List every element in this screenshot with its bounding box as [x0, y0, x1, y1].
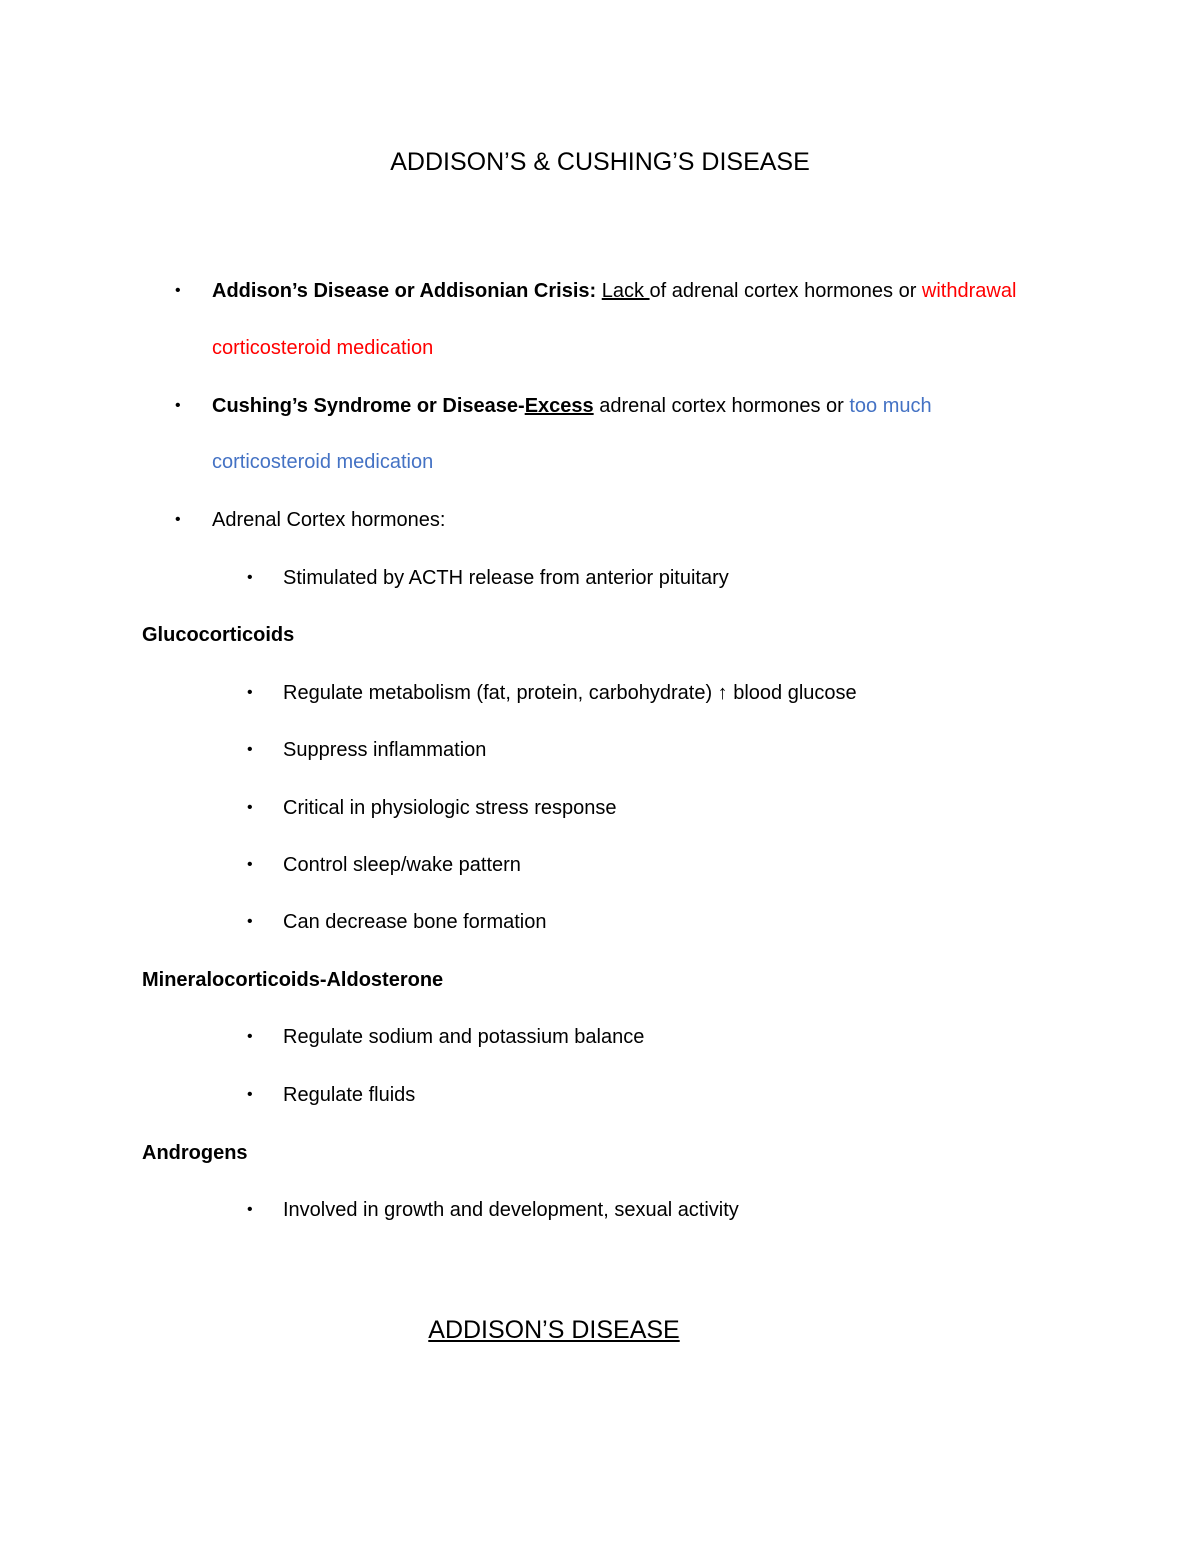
bullet-icon: • — [175, 511, 181, 528]
bullet-icon: • — [247, 799, 253, 816]
adrenal-cortex-subitem: Stimulated by ACTH release from anterior pituitary — [283, 567, 729, 589]
section-title-addisons — [0, 1316, 1108, 1344]
bullet-icon: • — [247, 913, 253, 930]
section-heading-glucocorticoids: Glucocorticoids — [142, 624, 295, 646]
section-heading-androgens: Androgens — [142, 1142, 248, 1164]
addisons-colored-text-cont: corticosteroid medication — [212, 337, 434, 359]
list-item: Critical in physiologic stress response — [283, 797, 617, 819]
bullet-icon: • — [247, 856, 253, 873]
cushings-colored-text-cont: corticosteroid medication — [212, 451, 434, 473]
cushings-colored-text: too much — [849, 395, 932, 417]
section-heading-mineralocorticoids: Mineralocorticoids-Aldosterone — [142, 969, 444, 991]
bullet-icon: • — [175, 397, 181, 414]
bullet-icon: • — [247, 1028, 253, 1045]
list-item: Suppress inflammation — [283, 739, 487, 761]
addisons-colored-text: withdrawal — [921, 280, 1017, 302]
cushings-label: Cushing’s Syndrome or Disease- — [212, 395, 525, 417]
list-item: Control sleep/wake pattern — [283, 854, 521, 876]
cushings-text: adrenal cortex hormones or — [593, 395, 850, 417]
bullet-icon: • — [247, 684, 253, 701]
list-item: Regulate sodium and potassium balance — [283, 1026, 645, 1048]
list-item: Regulate metabolism (fat, protein, carbohydrate) ↑ blood glucose — [283, 682, 857, 704]
bullet-icon: • — [247, 1086, 253, 1103]
addisons-text: of adrenal cortex hormones or — [649, 280, 922, 302]
section-title-text: ADDISON’S DISEASE — [428, 1316, 680, 1344]
addisons-label: Addison’s Disease or Addisonian Crisis: — [212, 280, 597, 302]
adrenal-cortex-item: Adrenal Cortex hormones: — [212, 509, 446, 531]
list-item: Involved in growth and development, sexual activity — [283, 1199, 739, 1221]
bullet-icon: • — [247, 741, 253, 758]
cushings-definition — [212, 392, 932, 420]
bullet-icon: • — [247, 1201, 253, 1218]
list-item: Can decrease bone formation — [283, 911, 547, 933]
list-item: Regulate fluids — [283, 1084, 416, 1106]
bullet-icon: • — [247, 569, 253, 586]
addisons-definition — [212, 277, 1016, 305]
page-title: ADDISON’S & CUSHING’S DISEASE — [390, 148, 810, 176]
cushings-emphasis: Excess — [524, 395, 594, 417]
addisons-emphasis: Lack — [601, 280, 650, 302]
bullet-icon: • — [175, 282, 181, 299]
